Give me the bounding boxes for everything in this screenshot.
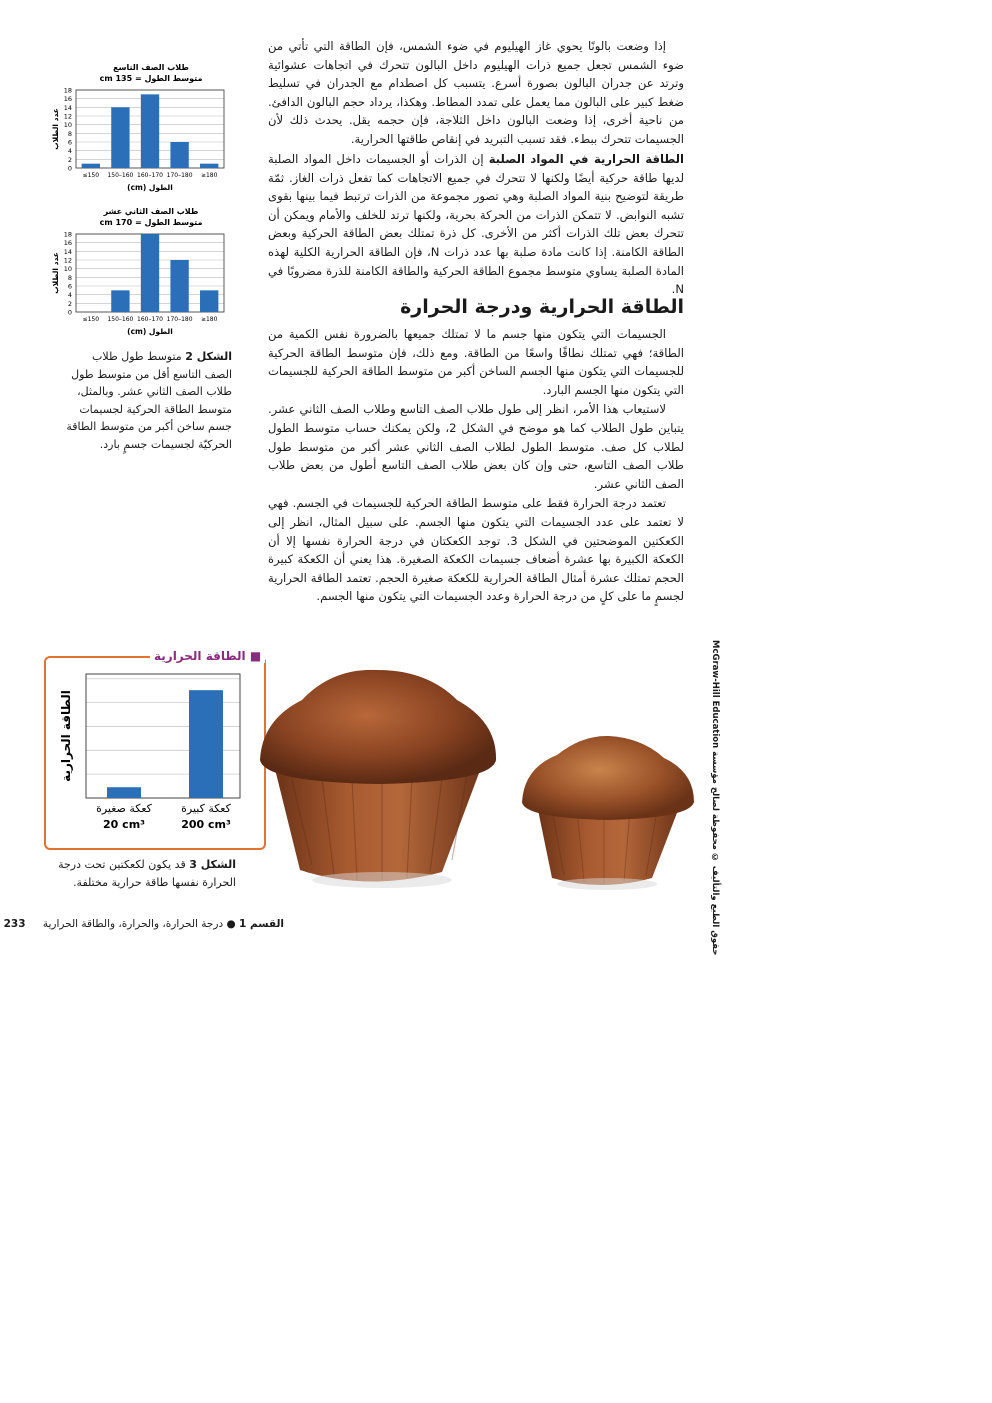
- x-tick-label: ≤150: [82, 316, 100, 323]
- figure3-label: الشكل 3: [189, 858, 236, 871]
- y-tick-label: 2: [67, 299, 72, 308]
- solids-text: إن الذرات أو الجسيمات داخل المواد الصلبة لديها طاقة حركية أيضًا ولكنها لا تتحرك في جميع الاتجاهات كما تفعل ذرات الغاز. ثمّة طريقة لتوضيح بنية المواد الصلبة وهي تصور مجموعة من الذرات ترتبط فيما بينها بقوى تشبه النوابض. لا تتمكن الذرات من الحركة بحرية، ولكنها ترتد للخلف والأمام ويمكن أن تتحرك بعض تلك الذرات أكثر من الأخرى. كل ذرة تمتلك بعض الطاقة الحركية وبعض الطاقة الكامنة. إذا كانت مادة صلبة بها عدد ذرات N، فإن الطاقة الحرارية الكلية لهذه المادة الصلبة يساوي متوسط مجموع الطاقة الحركية والطاقة الكامنة للذرة مضروبًا في N.: [268, 152, 684, 297]
- x-tick-label: ≥180: [200, 172, 218, 179]
- x-tick-label: 160–170: [137, 172, 163, 179]
- side-credit: حقوق الطبع والتأليف © محفوظة لصالح مؤسسة McGraw-Hill Education: [710, 640, 720, 956]
- paragraph-particles: الجسيمات التي يتكون منها جسم ما لا تمتلك جميعها بالضرورة نفس الكمية من الطاقة؛ فهي تمتلك نطاقًا واسعًا من الطاقة. ومع ذلك، فإن متوسط الطاقة الحركية للجسيمات التي يتكون منها الجسم الساخن أكبر من متوسط الطاقة الحركية للجسيمات التي يتكون منها الجسم البارد.: [268, 327, 684, 397]
- x-tick-label: 170–180: [166, 316, 193, 323]
- x-category-size: 200 cm³: [181, 818, 231, 831]
- footer-title: درجة الحرارة، والحرارة، والطاقة الحرارية: [42, 918, 224, 930]
- y-tick-label: 4: [67, 147, 72, 156]
- x-tick-label: 150–160: [107, 316, 134, 323]
- y-tick-label: 6: [67, 138, 72, 147]
- y-tick-label: 12: [63, 256, 72, 265]
- y-tick-label: 0: [67, 308, 72, 317]
- figure3-text: قد يكون لكعكتين تحت درجة الحرارة نفسها طاقة حرارية مختلفة.: [58, 858, 236, 889]
- y-axis-label: عدد الطلاب: [51, 252, 60, 294]
- bar: [111, 107, 129, 168]
- side-credit-wrap: [708, 640, 724, 956]
- small-muffin: [522, 736, 694, 890]
- grade9-height-chart: [44, 60, 230, 200]
- y-axis-label: عدد الطلاب: [51, 108, 60, 150]
- x-tick-label: 150–160: [107, 172, 134, 179]
- bar: [189, 690, 223, 798]
- solids-lead: الطاقة الحرارية في المواد الصلبة: [488, 152, 684, 166]
- bar: [200, 164, 218, 168]
- y-tick-label: 10: [63, 265, 72, 274]
- figure3-caption: [48, 856, 236, 891]
- thermal-energy-chart-title: ■ الطاقة الحرارية: [150, 649, 265, 663]
- bar: [200, 290, 218, 312]
- footer-bullet: ●: [226, 918, 236, 930]
- bar: [82, 164, 100, 168]
- y-tick-label: 10: [63, 121, 72, 130]
- figure2-text: متوسط طول طلاب الصف التاسع أقل من متوسط طول طلاب الصف الثاني عشر. وبالمثل، متوسط الطاقة الحركية لجسيمات جسم ساخن أكبر من متوسط الطاقة الحركيّة لجسيمات جسمٍ بارد.: [66, 350, 232, 451]
- chart-title: طلاب الصف التاسع: [113, 63, 189, 72]
- paragraph-heights: لاستيعاب هذا الأمر، انظر إلى طول طلاب الصف التاسع وطلاب الصف الثاني عشر. يتباين طول الطلاب كما هو موضح في الشكل 2، ولكن يمكنك حساب متوسط الطول لطلاب كل صف. متوسط الطول لطلاب الصف الثاني عشر أكبر من متوسط طول طلاب الصف التاسع، حتى وإن كان بعض طلاب الصف التاسع أطول من بعض طلاب الصف الثاني عشر.: [268, 402, 684, 491]
- figure2-caption: [64, 348, 232, 453]
- solids-paragraph: [268, 150, 684, 299]
- y-axis-label: الطاقة الحرارية: [59, 690, 73, 782]
- y-tick-label: 6: [67, 282, 72, 291]
- y-tick-label: 8: [67, 273, 72, 282]
- bar: [107, 787, 141, 798]
- y-tick-label: 16: [63, 239, 72, 248]
- y-tick-label: 4: [67, 291, 72, 300]
- x-axis-label: الطول (cm): [127, 327, 173, 336]
- y-tick-label: 18: [63, 86, 72, 95]
- x-tick-label: ≥180: [200, 316, 218, 323]
- y-tick-label: 2: [67, 155, 72, 164]
- footer-section: القسم 1: [239, 918, 284, 930]
- figure2-label: الشكل 2: [185, 350, 232, 363]
- y-tick-label: 0: [67, 164, 72, 173]
- y-tick-label: 12: [63, 112, 72, 121]
- grade12-height-chart: [44, 204, 230, 344]
- y-tick-label: 16: [63, 95, 72, 104]
- body-paragraphs: [268, 325, 684, 606]
- bar: [170, 260, 188, 312]
- bar: [141, 234, 159, 312]
- y-tick-label: 14: [63, 247, 72, 256]
- bar: [111, 290, 129, 312]
- thermal-energy-chart: [52, 668, 252, 838]
- chart-subtitle: متوسط الطول = 170 cm: [99, 218, 203, 227]
- muffins-photo: [252, 660, 698, 900]
- x-tick-label: ≤150: [82, 172, 100, 179]
- y-tick-label: 8: [67, 129, 72, 138]
- chart-subtitle: متوسط الطول = 135 cm: [99, 74, 203, 83]
- y-tick-label: 18: [63, 230, 72, 239]
- section-heading: الطاقة الحرارية ودرجة الحرارة: [400, 296, 684, 318]
- x-category-label: كعكة صغيرة: [96, 802, 152, 815]
- bar: [170, 142, 188, 168]
- x-axis-label: الطول (cm): [127, 183, 173, 192]
- x-tick-label: 160–170: [137, 316, 163, 323]
- bar: [141, 94, 159, 168]
- x-category-label: كعكة كبيرة: [181, 802, 231, 815]
- page-footer: [3, 918, 284, 930]
- page-number: 233: [3, 918, 26, 930]
- chart-title: طلاب الصف الثاني عشر: [103, 207, 199, 216]
- large-muffin: [260, 670, 496, 888]
- y-tick-label: 14: [63, 103, 72, 112]
- intro-paragraph: [268, 37, 684, 149]
- x-tick-label: 170–180: [166, 172, 193, 179]
- paragraph-balloon: إذا وضعت بالونًا يحوي غاز الهيليوم في ضوء الشمس، فإن الطاقة التي تأتي من ضوء الشمس تجعل جميع ذرات الهيليوم داخل البالون تتحرك في اتجاهات عشوائية وترتد عن جدران البالون بصورة أسرع. يتسبب كل اصطدام مع الجدران في تسليط ضغط كبير على البالون مما يعمل على تمدد المطاط. وهكذا، يرداد حجم البالون الدافئ. من ناحية أخرى، إذا وضعت البالون داخل الثلاجة، فإن حجمه يقل. يحدث ذلك لأن الجسيمات تتحرك ببطء. فقد تسبب التبريد في إنقاص طاقتها الحرارية.: [268, 39, 684, 146]
- x-category-size: 20 cm³: [103, 818, 145, 831]
- paragraph-temperature: تعتمد درجة الحرارة فقط على متوسط الطاقة الحركية للجسيمات في الجسم. فهي لا تعتمد على عدد الجسيمات التي يتكون منها الجسم. على سبيل المثال، انظر إلى الكعكتين الموضحتين في الشكل 3. توجد الكعكتان في درجة الحرارة نفسها إلا أن الكعكة الكبيرة بها عشرة أضعاف جسيمات الكعكة الصغيرة. هذا يعني أن الكعكة كبيرة الحجم تمتلك عشرة أمثال الطاقة الحرارية للكعكة صغيرة الحجم. تعتمد الطاقة الحرارية لجسمٍ ما على كلٍ من درجة الحرارة وعدد الجسيمات التي يتكون منها الجسم.: [268, 496, 685, 604]
